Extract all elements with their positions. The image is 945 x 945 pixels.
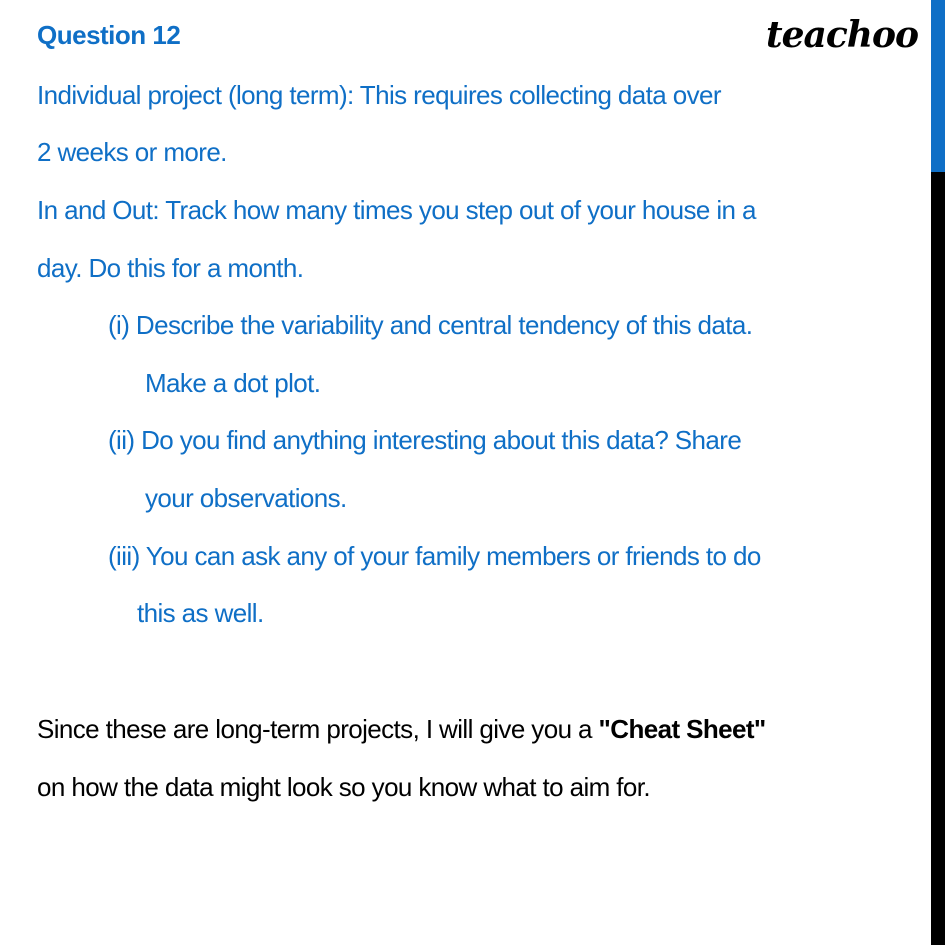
side-accent-bar-blue (931, 0, 945, 172)
part-iii-line-2: this as well. (137, 598, 264, 628)
part-i-line-1: (i) Describe the variability and central tendency of this data. (108, 310, 753, 340)
part-ii-line-1: (ii) Do you find anything interesting about this data? Share (108, 425, 742, 455)
cheat-sheet-emphasis: "Cheat Sheet" (598, 714, 766, 744)
part-iii-line-1: (iii) You can ask any of your family members or friends to do (108, 541, 761, 571)
task-line-1: In and Out: Track how many times you step out of your house in a (37, 195, 756, 225)
note-line-2: on how the data might look so you know what to aim for. (37, 772, 651, 802)
part-ii-line-2: your observations. (145, 483, 347, 513)
intro-line-1: Individual project (long term): This requires collecting data over (37, 80, 721, 110)
note-line-1-text: Since these are long-term projects, I will give you a (37, 714, 599, 744)
side-accent-bar-black (931, 172, 945, 945)
task-line-2: day. Do this for a month. (37, 253, 304, 283)
intro-line-2: 2 weeks or more. (37, 137, 227, 167)
note-line-1 (37, 714, 766, 745)
teachoo-logo: teachoo (766, 14, 918, 56)
question-title: Question 12 (37, 20, 181, 50)
part-i-line-2: Make a dot plot. (145, 368, 321, 398)
